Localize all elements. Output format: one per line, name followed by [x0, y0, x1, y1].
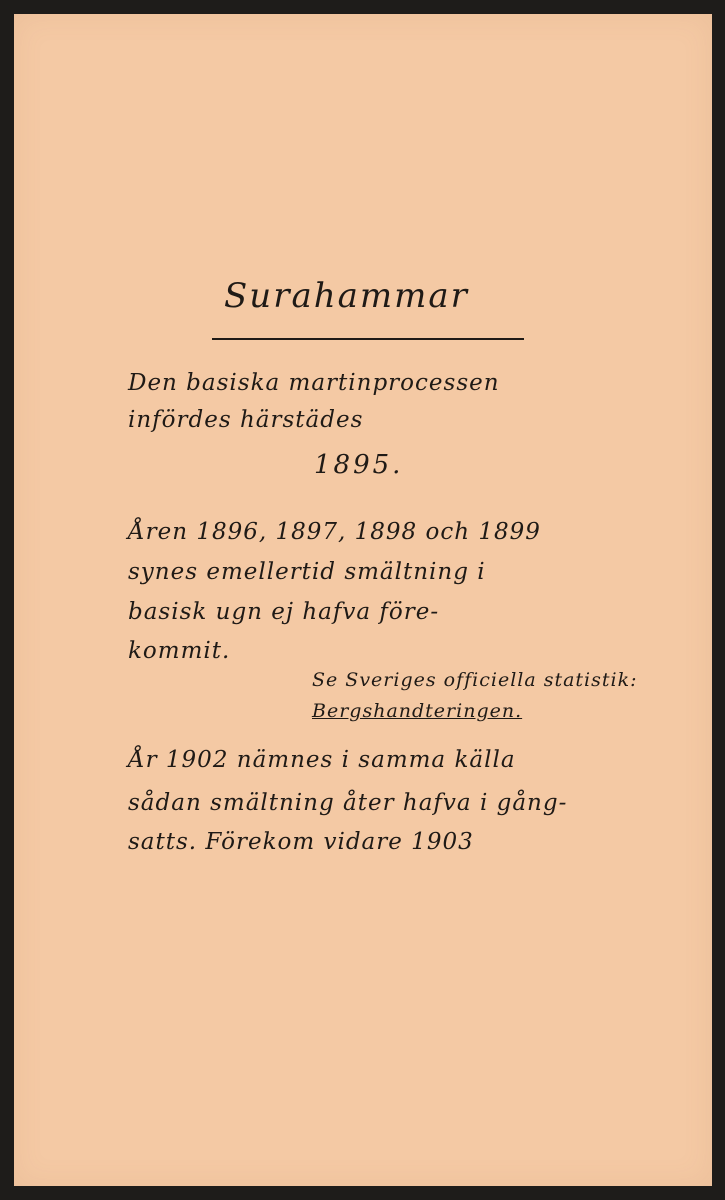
reference-line2: Bergshandteringen. [312, 700, 523, 722]
paragraph1-year: 1895. [314, 450, 404, 480]
paragraph3-line1: År 1902 nämnes i samma källa [128, 747, 516, 773]
paragraph3-line3: satts. Förekom vidare 1903 [128, 829, 474, 855]
document-title: Surahammar [224, 276, 469, 316]
paragraph1-line1: Den basiska martinprocessen [128, 370, 500, 396]
paragraph3-line2: sådan smältning åter hafva i gång- [128, 790, 568, 816]
paragraph2-line3: basisk ugn ej hafva före- [128, 599, 440, 625]
paragraph2-line2: synes emellertid smältning i [128, 559, 486, 585]
manuscript-page [14, 14, 712, 1186]
title-underline [212, 338, 524, 340]
paragraph2-line4: kommit. [128, 638, 231, 664]
paragraph2-line1: Åren 1896, 1897, 1898 och 1899 [128, 519, 541, 545]
paragraph1-line2: infördes härstädes [128, 407, 364, 433]
reference-line1: Se Sveriges officiella statistik: [312, 669, 638, 691]
